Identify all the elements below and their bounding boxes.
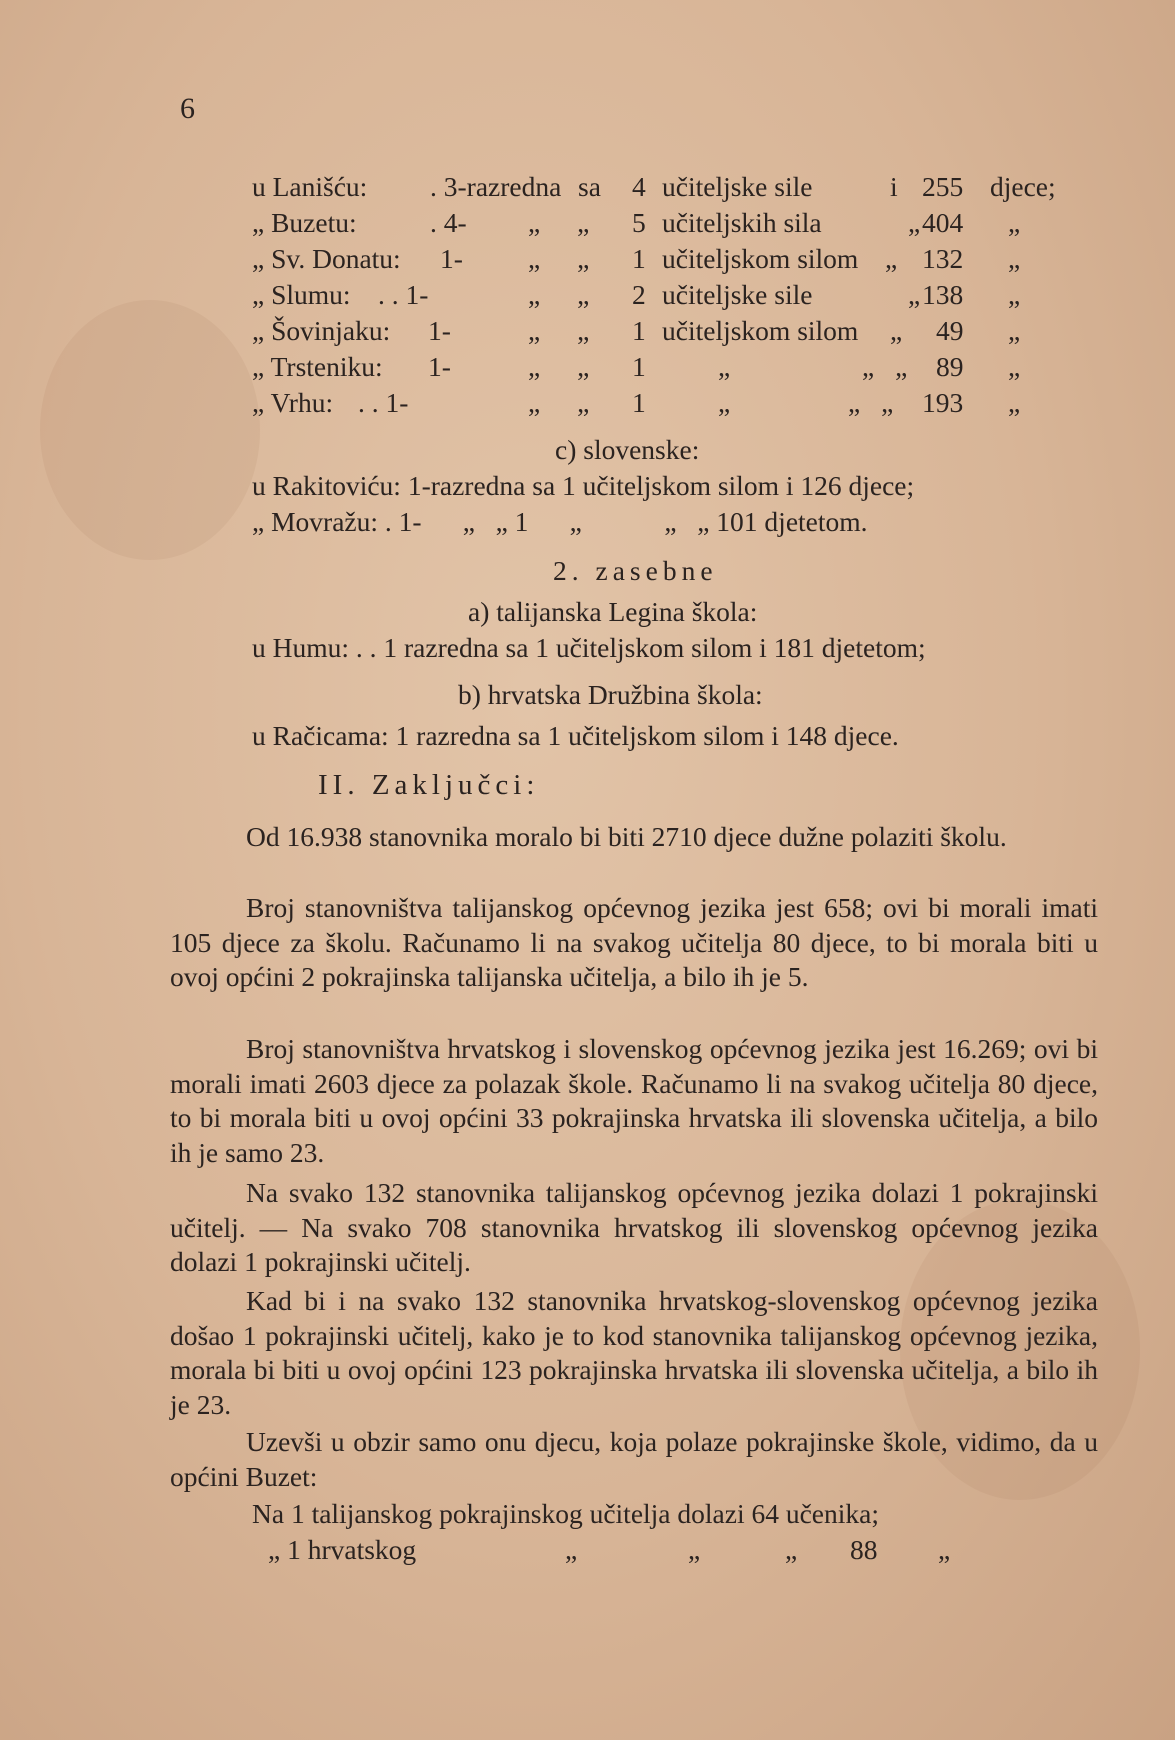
children-count: 89	[936, 351, 964, 382]
teacher-label: učiteljskom silom	[662, 315, 859, 346]
table-row	[0, 170, 1175, 204]
ditto-mark: „ „	[528, 387, 590, 418]
ditto-mark: „ „	[528, 351, 590, 382]
teacher-count: 1	[632, 243, 646, 274]
text-line: u Rakitoviću: 1-razredna sa 1 učiteljskom silom i 126 djece;	[252, 470, 915, 501]
ditto-mark: „	[688, 1534, 701, 1565]
paragraph: Kad bi i na svako 132 stanovnika hrvatskog-slovenskog općevnog jezika došao 1 pokrajinski učitelj, kako je to kod stanovnika talijanskog općevnog jezika, morala bi biti u ovoj općini 123 pokrajinska hrvatska ili slovenska učitelja, a bilo ih je 23.	[170, 1285, 1098, 1420]
ditto-mark: „ „	[848, 387, 894, 418]
school-type: . 4-	[430, 207, 467, 238]
place-name: u Lanišću:	[252, 171, 368, 202]
children-count: 255	[922, 171, 964, 202]
ditto-mark: „	[1008, 207, 1021, 238]
ditto-mark: „	[908, 279, 921, 310]
text-line	[0, 1533, 1175, 1567]
table-row	[0, 242, 1175, 276]
ditto-mark: „	[1008, 387, 1021, 418]
school-type: 1-	[428, 351, 451, 382]
place-name: „ Buzetu:	[252, 207, 357, 238]
ditto-mark: i	[890, 171, 898, 202]
text-fragment: „ 1 hrvatskog	[268, 1534, 417, 1565]
teacher-label: učiteljskih sila	[662, 207, 822, 238]
student-count: 88	[850, 1534, 878, 1565]
children-count: 132	[922, 243, 964, 274]
page-number: 6	[180, 92, 195, 125]
ditto-mark: „ „	[528, 207, 590, 238]
section-heading: 2. zasebne	[553, 555, 718, 586]
paragraph: Od 16.938 stanovnika moralo bi biti 2710 djece dužne polaziti školu.	[246, 821, 1007, 852]
table-row	[0, 350, 1175, 384]
ditto-mark: „	[785, 1534, 798, 1565]
ditto-mark: „	[938, 1534, 951, 1565]
section-heading: II. Zaključci:	[318, 769, 540, 801]
children-count: 49	[936, 315, 964, 346]
ditto-mark: „	[890, 315, 903, 346]
teacher-count: 4	[632, 171, 646, 202]
children-count: 404	[922, 207, 964, 238]
section-heading: a) talijanska Legina škola:	[468, 596, 758, 627]
school-type: . . 1-	[358, 387, 409, 418]
place-name: „ Trsteniku:	[252, 351, 383, 382]
school-type: 1-	[440, 243, 463, 274]
teacher-count: 2	[632, 279, 646, 310]
text-line: u Humu: . . 1 razredna sa 1 učiteljskom silom i 181 djetetom;	[252, 632, 926, 663]
teacher-label: učiteljske sile	[662, 279, 813, 310]
place-name: „ Slumu:	[252, 279, 351, 310]
table-row	[0, 386, 1175, 420]
ditto-mark: „ „	[528, 243, 590, 274]
children-count: 138	[922, 279, 964, 310]
ditto-mark: „	[565, 1534, 578, 1565]
ditto-mark: „ „	[528, 315, 590, 346]
ditto-mark: „	[1008, 351, 1021, 382]
teacher-count: 1	[632, 387, 646, 418]
school-type: . 3-razredna	[430, 171, 562, 202]
school-type: . . 1-	[378, 279, 429, 310]
ditto-mark: „	[885, 243, 898, 274]
ditto-mark: „	[908, 207, 921, 238]
ditto-mark: „	[1008, 243, 1021, 274]
ditto-mark: „	[1008, 279, 1021, 310]
section-heading: c) slovenske:	[555, 434, 700, 465]
table-row	[0, 206, 1175, 240]
unit-label: djece;	[990, 171, 1056, 202]
section-heading: b) hrvatska Družbina škola:	[458, 679, 763, 710]
children-count: 193	[922, 387, 964, 418]
ditto-mark: „	[718, 351, 731, 382]
ditto-mark: „	[1008, 315, 1021, 346]
teacher-count: 1	[632, 351, 646, 382]
paragraph: Uzevši u obzir samo onu djecu, koja polaze pokrajinske škole, vidimo, da u općini Buzet:	[170, 1426, 1098, 1492]
place-name: „ Šovinjaku:	[252, 315, 391, 346]
teacher-label: učiteljskom silom	[662, 243, 859, 274]
paragraph: Na svako 132 stanovnika talijanskog općevnog jezika dolazi 1 pokrajinski učitelj. — Na svako 708 stanovnika hrvatskog ili slovenskog općevnog jezika dolazi 1 pokrajinski učitelj.	[170, 1177, 1098, 1277]
place-name: „ Sv. Donatu:	[252, 243, 401, 274]
table-row	[0, 278, 1175, 312]
teacher-label: učiteljske sile	[662, 171, 813, 202]
place-name: „ Vrhu:	[252, 387, 334, 418]
table-row	[0, 314, 1175, 348]
text-line: „ Movražu: . 1- „ „ 1 „ „ „ 101 djetetom.	[252, 506, 868, 537]
school-type: 1-	[428, 315, 451, 346]
paragraph: Broj stanovništva hrvatskog i slovenskog općevnog jezika jest 16.269; ovi bi morali imati 2603 djece za polazak škole. Računamo li na svakog učitelja 80 djece, to bi morala biti u ovoj općini 33 pokrajinska hrvatska ili slovenska učitelja, a bilo ih je samo 23.	[170, 1033, 1098, 1168]
sa-word: sa	[578, 171, 601, 202]
text-line: Na 1 talijanskog pokrajinskog učitelja dolazi 64 učenika;	[252, 1498, 879, 1529]
teacher-count: 1	[632, 315, 646, 346]
ditto-mark: „ „	[528, 279, 590, 310]
paragraph: Broj stanovništva talijanskog općevnog jezika jest 658; ovi bi morali imati 105 djece za školu. Računamo li na svakog učitelja 80 djece, to bi morala biti u ovoj općini 2 pokrajinska talijanska učitelja, a bilo ih je 5.	[170, 892, 1098, 992]
teacher-count: 5	[632, 207, 646, 238]
text-line: u Račicama: 1 razredna sa 1 učiteljskom silom i 148 djece.	[252, 720, 899, 751]
ditto-mark: „ „	[862, 351, 908, 382]
ditto-mark: „	[718, 387, 731, 418]
